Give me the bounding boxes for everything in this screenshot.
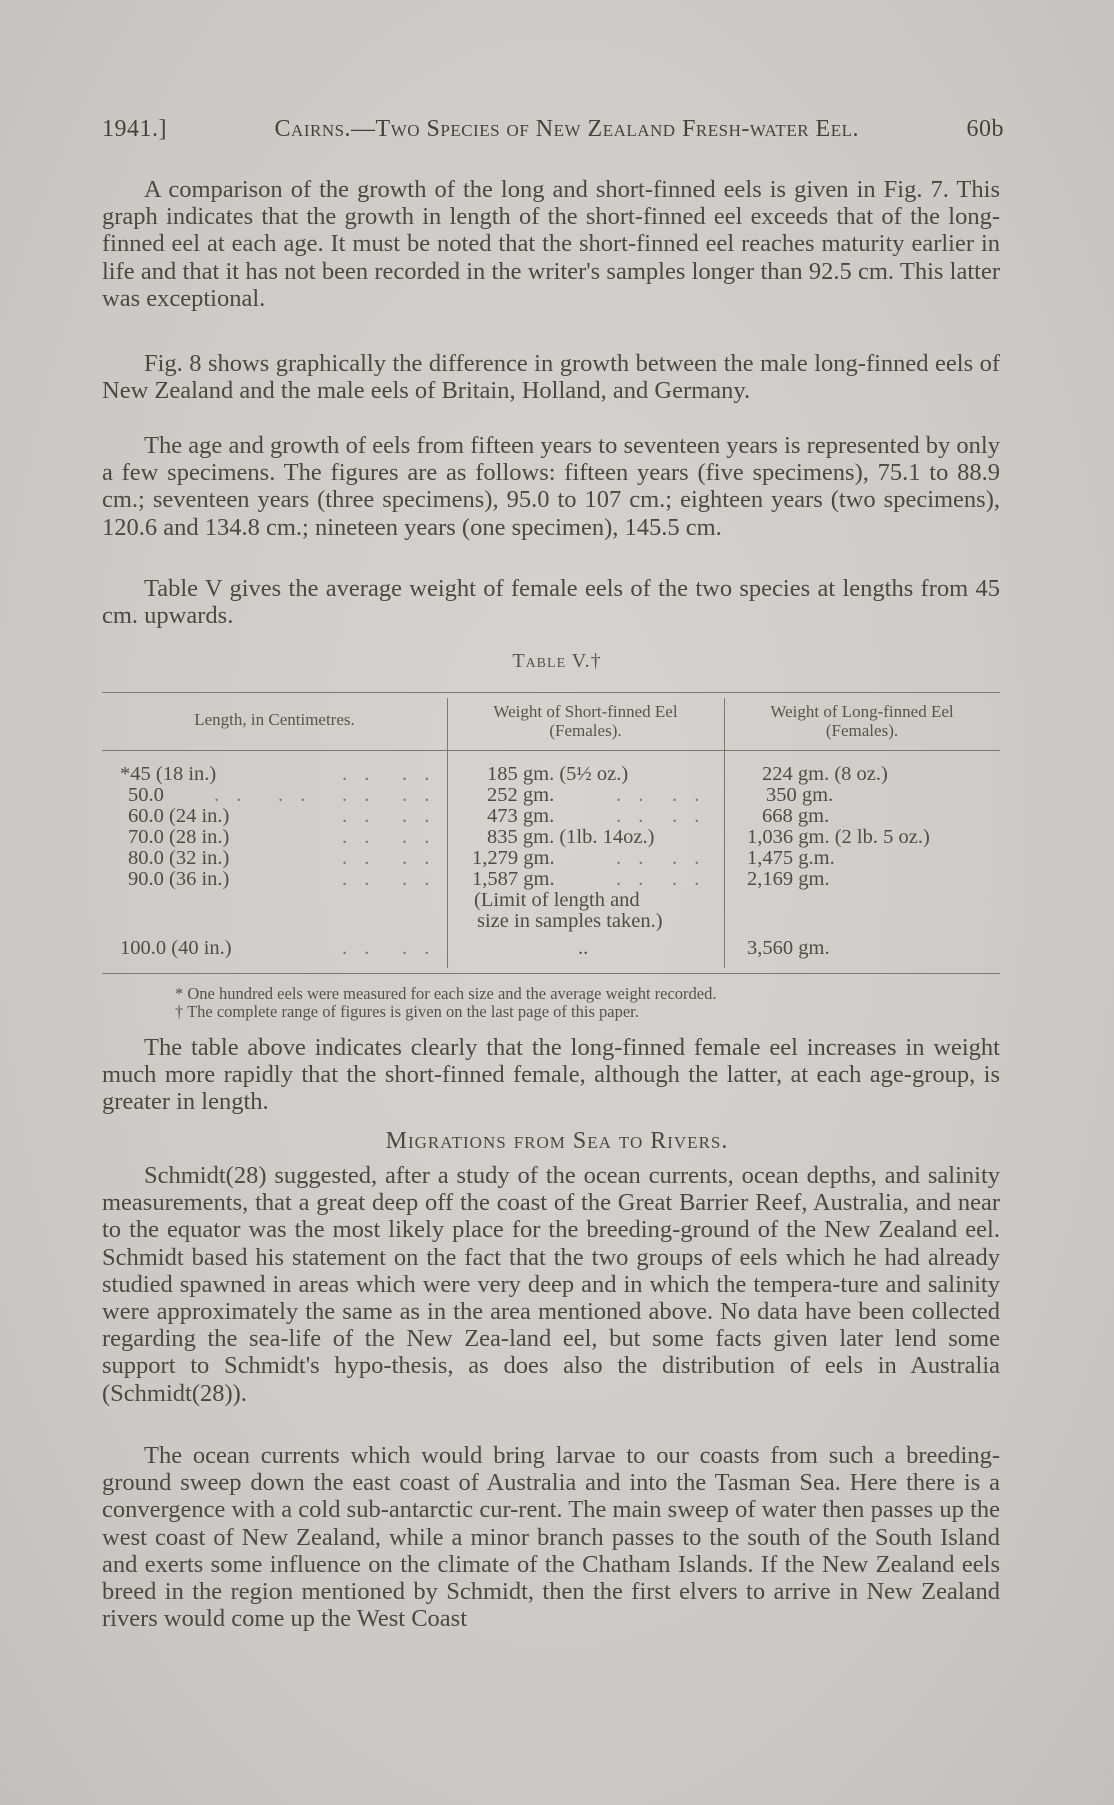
table-caption: Table V.† — [512, 650, 602, 672]
running-header — [102, 116, 1004, 143]
leader-dots: . . — [342, 805, 376, 827]
cell-length: *45 (18 in.) — [120, 763, 217, 785]
leader-dots: . . — [342, 868, 376, 890]
leader-dots: . . — [402, 784, 436, 806]
cell-length: 100.0 (40 in.) — [120, 937, 232, 959]
cell-length: 50.0 — [128, 784, 164, 806]
paragraph-text: The table above indicates clearly that the long-finned female eel increases in weight much more rapidly that the short-finned female, although the latter, at each age-group, is greater in length. — [102, 1034, 1000, 1116]
cell-long-weight: 1,475 g.m. — [747, 847, 835, 869]
leader-dots: . . — [402, 847, 436, 869]
header-short-finned — [447, 702, 724, 740]
cell-long-weight: 668 gm. — [762, 805, 830, 827]
section-heading: Migrations from Sea to Rivers. — [385, 1128, 729, 1154]
table-rule-bottom — [102, 973, 1000, 974]
paragraph-age-growth — [102, 432, 1000, 541]
leader-dots: . . — [672, 784, 706, 806]
paragraph-fig8 — [102, 350, 1000, 404]
leader-dots: . . — [402, 937, 436, 959]
cell-length: 60.0 (24 in.) — [128, 805, 230, 827]
cell-length: 80.0 (32 in.) — [128, 847, 230, 869]
footnote-dagger: † The complete range of figures is given on the last page of this paper. — [175, 1002, 639, 1021]
paragraph-text: The ocean currents which would bring larvae to our coasts from such a breeding-ground sweep down the east coast of Australia and into the Tasman Sea. Here there is a convergence with a cold sub-antarctic cur-rent. The main sweep of water then passes up the west coast of New Zealand, while a minor branch passes to the south of the South Island and exerts some influence on the climate of the Chatham Islands. If the New Zealand eels breed in the region mentioned by Schmidt, then the first elvers to arrive in New Zealand rivers would come up the West Coast — [102, 1442, 1000, 1633]
leader-dots: . . — [616, 805, 650, 827]
leader-dots: . . — [616, 784, 650, 806]
cell-short-weight: 473 gm. — [487, 805, 555, 827]
paragraph-text: A comparison of the growth of the long and short-finned eels is given in Fig. 7. This graph indicates that the growth in length of the short-finned eel exceeds that of the long-finned eel at each age. It must be noted that the short-finned eel reaches maturity earlier in life and that it has not been recorded in the writer's samples longer than 92.5 cm. This latter was exceptional. — [102, 176, 1000, 312]
cell-length: 90.0 (36 in.) — [128, 868, 230, 890]
paragraph-schmidt — [102, 1162, 1000, 1407]
leader-dots: . . — [342, 763, 376, 785]
leader-dots: . . — [278, 784, 312, 806]
table-footnotes — [175, 985, 975, 1021]
leader-dots: . . — [342, 784, 376, 806]
cell-short-weight: 185 gm. (5½ oz.) — [487, 763, 629, 785]
cell-note-line2: size in samples taken.) — [477, 910, 663, 932]
paragraph-text: The age and growth of eels from fifteen years to seventeen years is represented by only a few specimens. The figures are as follows: fifteen years (five specimens), 75.1 to 88.9 cm.; seventeen years (three specimens), 95.0 to 107 cm.; eighteen years (two specimens), 120.6 and 134.8 cm.; nineteen years (one specimen), 145.5 cm. — [102, 432, 1000, 541]
header-long-line2: (Females). — [825, 721, 899, 740]
leader-dots: . . — [342, 847, 376, 869]
footnote-asterisk: * One hundred eels were measured for each size and the average weight recorded. — [175, 984, 717, 1003]
header-title: Cairns.—Two Species of New Zealand Fresh-water Eel. — [274, 116, 859, 142]
header-short-line2: (Females). — [549, 721, 622, 740]
header-year: 1941.] — [102, 116, 167, 142]
header-length-text: Length, in Centimetres. — [194, 710, 355, 729]
cell-short-weight: 1,587 gm. — [472, 868, 555, 890]
leader-dots: . . — [342, 826, 376, 848]
cell-short-weight: 835 gm. (1lb. 14oz.) — [487, 826, 655, 848]
cell-long-weight: 1,036 gm. (2 lb. 5 oz.) — [747, 826, 930, 848]
cell-short-weight: 1,279 gm. — [472, 847, 555, 869]
cell-long-weight: 3,560 gm. — [747, 937, 830, 959]
cell-long-weight: 350 gm. — [766, 784, 834, 806]
cell-long-weight: 2,169 gm. — [747, 868, 830, 890]
paragraph-table-intro — [102, 575, 1000, 629]
leader-dots: . . — [672, 847, 706, 869]
paragraph-ocean-currents — [102, 1442, 1000, 1632]
header-length — [102, 710, 447, 729]
paragraph-text: Fig. 8 shows graphically the difference in growth between the male long-finned eels of New Zealand and the male eels of Britain, Holland, and Germany. — [102, 350, 1000, 405]
header-page-number: 60b — [966, 116, 1004, 142]
cell-short-weight: 252 gm. — [487, 784, 555, 806]
weight-table — [102, 690, 1000, 980]
paragraph-table-comment — [102, 1034, 1000, 1116]
leader-dots: . . — [402, 805, 436, 827]
cell-length: 70.0 (28 in.) — [128, 826, 230, 848]
table-rule-header — [102, 750, 1000, 751]
header-short-line1: Weight of Short-finned Eel — [493, 702, 678, 721]
leader-dots: . . — [616, 847, 650, 869]
leader-dots: . . — [672, 805, 706, 827]
cell-long-weight: 224 gm. (8 oz.) — [762, 763, 888, 785]
paragraph-growth-comparison — [102, 176, 1000, 312]
leader-dots: . . — [342, 937, 376, 959]
leader-dots: . . — [402, 763, 436, 785]
table-rule-top — [102, 692, 1000, 693]
leader-dots: . . — [214, 784, 248, 806]
paragraph-text: Schmidt(28) suggested, after a study of the ocean currents, ocean depths, and salinity measurements, that a great deep off the coast of the Great Barrier Reef, Australia, and near to the equator was the most likely place for the breeding-ground of the New Zealand eel. Schmidt based his statement on the fact that the two groups of eels which he had already studied spawned in areas which were very deep and in which the tempera-ture and salinity were approximately the same as in the area mentioned above. No data have been collected regarding the sea-life of the New Zea-land eel, but some facts given later lend some support to Schmidt's hypo-thesis, as does also the distribution of eels in Australia (Schmidt(28)). — [102, 1162, 1000, 1407]
leader-dots: . . — [672, 868, 706, 890]
cell-short-weight: .. — [578, 937, 589, 959]
leader-dots: . . — [402, 868, 436, 890]
header-long-line1: Weight of Long-finned Eel — [770, 702, 954, 721]
header-long-finned — [724, 702, 1000, 740]
leader-dots: . . — [402, 826, 436, 848]
cell-note-line1: (Limit of length and — [474, 889, 640, 911]
paragraph-text: Table V gives the average weight of female eels of the two species at lengths from 45 cm. upwards. — [102, 575, 1000, 630]
leader-dots: . . — [616, 868, 650, 890]
